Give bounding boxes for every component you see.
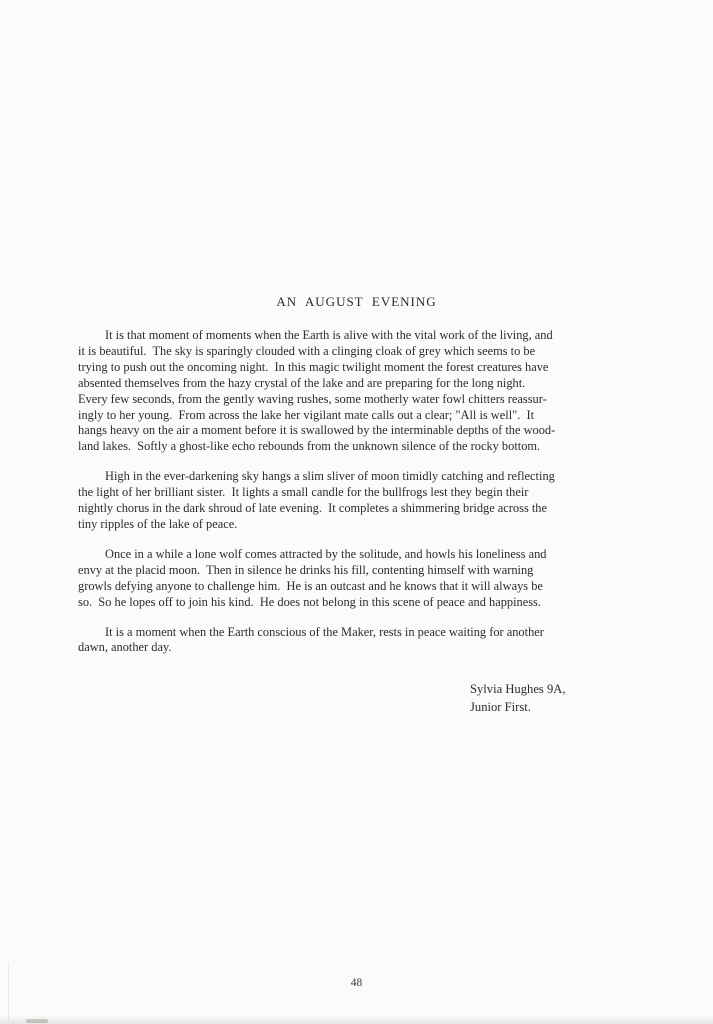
text-line: nightly chorus in the dark shroud of late evening. It completes a shimmering bridge across the (78, 501, 548, 516)
text-line: Every few seconds, from the gently waving rushes, some motherly water fowl chitters reassur- (78, 391, 547, 406)
essay-body (78, 328, 640, 670)
page-title: AN AUGUST EVENING (276, 294, 437, 309)
text-line: It is a moment when the Earth conscious of the Maker, rests in peace waiting for another (105, 624, 544, 639)
essay-paragraph (78, 625, 640, 657)
text-line: the light of her brilliant sister. It lights a small candle for the bullfrogs lest they begin their (78, 485, 529, 500)
essay-paragraph (78, 547, 640, 611)
text-line: land lakes. Softly a ghost-like echo rebounds from the unknown silence of the rocky bottom. (78, 439, 541, 454)
page-number: 48 (350, 977, 363, 989)
essay-paragraph (78, 328, 640, 455)
text-line: ingly to her young. From across the lake her vigilant mate calls out a clear; "All is well". It (78, 407, 535, 422)
signature-class: Junior First. (470, 699, 531, 714)
scan-edge-shadow (0, 1015, 713, 1024)
text-line: It is that moment of moments when the Earth is alive with the vital work of the living, and (105, 328, 553, 342)
text-line: absented themselves from the hazy crystal of the lake and are preparing for the long night. (78, 375, 526, 390)
text-line: growls defying anyone to challenge him. He is an outcast and he knows that it will always be (78, 578, 543, 593)
text-line: Once in a while a lone wolf comes attracted by the solitude, and howls his loneliness and (105, 546, 547, 561)
text-line: tiny ripples of the lake of peace. (78, 516, 238, 531)
text-line: dawn, another day. (78, 640, 172, 655)
text-line: it is beautiful. The sky is sparingly clouded with a clinging cloak of grey which seems to be (78, 343, 536, 358)
signature-name: Sylvia Hughes 9A, (470, 682, 566, 696)
text-line: hangs heavy on the air a moment before it is swallowed by the interminable depths of the wood- (78, 423, 556, 438)
scan-edge-line (8, 962, 9, 1020)
essay-paragraph (78, 469, 640, 533)
text-line: envy at the placid moon. Then in silence he drinks his fill, contenting himself with warning (78, 562, 534, 577)
signature-block (470, 681, 566, 716)
text-line: trying to push out the oncoming night. In this magic twilight moment the forest creatures have (78, 359, 549, 374)
text-line: High in the ever-darkening sky hangs a slim sliver of moon timidly catching and reflecting (105, 469, 555, 484)
text-line: so. So he lopes off to join his kind. He does not belong in this scene of peace and happiness. (78, 594, 541, 609)
